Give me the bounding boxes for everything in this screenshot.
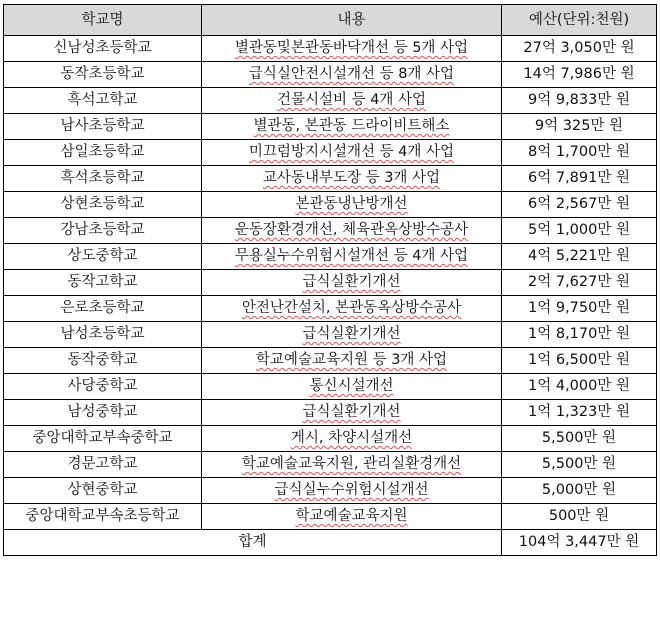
- budget-cell: 1억 6,500만 원: [502, 348, 657, 374]
- table-row: [4, 270, 657, 296]
- school-name-cell: 흑석고학교: [4, 88, 202, 114]
- content-cell: [202, 504, 502, 530]
- content-text: 학교예술교육지원, 관리실환경개선: [241, 456, 462, 472]
- budget-cell: 8억 1,700만 원: [502, 140, 657, 166]
- budget-cell: 27억 3,050만 원: [502, 36, 657, 62]
- table-row: [4, 114, 657, 140]
- table-row: [4, 192, 657, 218]
- table-row: [4, 296, 657, 322]
- content-text: 급식실환기개선: [302, 326, 401, 342]
- school-name-cell: 강남초등학교: [4, 218, 202, 244]
- content-cell: [202, 270, 502, 296]
- budget-cell: 1억 9,750만 원: [502, 296, 657, 322]
- school-name-cell: 중앙대학교부속초등학교: [4, 504, 202, 530]
- content-cell: [202, 166, 502, 192]
- content-cell: [202, 218, 502, 244]
- school-name-cell: 중앙대학교부속중학교: [4, 426, 202, 452]
- content-cell: [202, 400, 502, 426]
- content-cell: [202, 452, 502, 478]
- table-row: [4, 36, 657, 62]
- school-name-cell: 상현초등학교: [4, 192, 202, 218]
- content-cell: [202, 348, 502, 374]
- header-school: 학교명: [4, 5, 202, 36]
- school-name-cell: 남사초등학교: [4, 114, 202, 140]
- table-row: [4, 452, 657, 478]
- content-text: 별관동및본관동바닥개선 등 5개 사업: [234, 40, 469, 56]
- content-text: 별관동, 본관동 드라이비트해소: [253, 118, 450, 134]
- table-row: [4, 140, 657, 166]
- table-header-row: [4, 5, 657, 36]
- table-row: [4, 62, 657, 88]
- table-row: [4, 218, 657, 244]
- content-cell: [202, 192, 502, 218]
- header-content: 내용: [202, 5, 502, 36]
- table-row: [4, 426, 657, 452]
- school-name-cell: 남성중학교: [4, 400, 202, 426]
- content-cell: [202, 296, 502, 322]
- content-cell: [202, 88, 502, 114]
- budget-cell: 9억 325만 원: [502, 114, 657, 140]
- content-cell: [202, 140, 502, 166]
- content-cell: [202, 36, 502, 62]
- school-name-cell: 남성초등학교: [4, 322, 202, 348]
- school-name-cell: 경문고학교: [4, 452, 202, 478]
- table-row: [4, 348, 657, 374]
- table-row: [4, 504, 657, 530]
- table-row: [4, 374, 657, 400]
- school-name-cell: 사당중학교: [4, 374, 202, 400]
- school-name-cell: 동작중학교: [4, 348, 202, 374]
- budget-cell: 9억 9,833만 원: [502, 88, 657, 114]
- budget-cell: 5,000만 원: [502, 478, 657, 504]
- school-name-cell: 신남성초등학교: [4, 36, 202, 62]
- budget-cell: 5,500만 원: [502, 426, 657, 452]
- school-name-cell: 동작초등학교: [4, 62, 202, 88]
- content-cell: [202, 426, 502, 452]
- content-text: 급식실누수위험시설개선: [274, 482, 429, 498]
- content-cell: [202, 114, 502, 140]
- budget-cell: 2억 7,627만 원: [502, 270, 657, 296]
- budget-cell: 5억 1,000만 원: [502, 218, 657, 244]
- content-text: 안전난간설치, 본관동옥상방수공사: [241, 300, 462, 316]
- budget-table: [3, 4, 657, 556]
- school-name-cell: 흑석초등학교: [4, 166, 202, 192]
- content-cell: [202, 322, 502, 348]
- table-row: [4, 166, 657, 192]
- content-text: 본관동냉난방개선: [295, 196, 408, 212]
- content-text: 건물시설비 등 4개 사업: [276, 92, 427, 108]
- table-row: [4, 478, 657, 504]
- budget-cell: 1억 1,323만 원: [502, 400, 657, 426]
- content-text: 급식실환기개선: [302, 274, 401, 290]
- content-cell: [202, 244, 502, 270]
- content-text: 급식실환기개선: [302, 404, 401, 420]
- content-cell: [202, 374, 502, 400]
- school-name-cell: 상도중학교: [4, 244, 202, 270]
- content-text: 교사동내부도장 등 3개 사업: [262, 170, 441, 186]
- budget-cell: 14억 7,986만 원: [502, 62, 657, 88]
- school-name-cell: 은로초등학교: [4, 296, 202, 322]
- content-text: 학교예술교육지원: [295, 508, 408, 524]
- school-name-cell: 상현중학교: [4, 478, 202, 504]
- content-text: 게시, 차양시설개선: [290, 430, 413, 446]
- budget-cell: 5,500만 원: [502, 452, 657, 478]
- total-row: [4, 530, 657, 556]
- table-row: [4, 400, 657, 426]
- table-row: [4, 244, 657, 270]
- school-name-cell: 삼일초등학교: [4, 140, 202, 166]
- content-text: 급식실안전시설개선 등 8개 사업: [248, 66, 455, 82]
- budget-cell: 6억 7,891만 원: [502, 166, 657, 192]
- table-row: [4, 322, 657, 348]
- school-name-cell: 동작고학교: [4, 270, 202, 296]
- budget-cell: 6억 2,567만 원: [502, 192, 657, 218]
- content-text: 운동장환경개선, 체육관옥상방수공사: [234, 222, 469, 238]
- table-body: [4, 36, 657, 530]
- budget-cell: 1억 4,000만 원: [502, 374, 657, 400]
- table-row: [4, 88, 657, 114]
- budget-cell: 4억 5,221만 원: [502, 244, 657, 270]
- content-cell: [202, 478, 502, 504]
- budget-cell: 500만 원: [502, 504, 657, 530]
- total-budget: 104억 3,447만 원: [502, 530, 657, 556]
- budget-table-container: [3, 4, 657, 556]
- content-text: 미끄럼방지시설개선 등 4개 사업: [248, 144, 455, 160]
- content-text: 통신시설개선: [309, 378, 394, 394]
- content-cell: [202, 62, 502, 88]
- budget-cell: 1억 8,170만 원: [502, 322, 657, 348]
- content-text: 무용실누수위험시설개선 등 4개 사업: [234, 248, 469, 264]
- content-text: 학교예술교육지원 등 3개 사업: [255, 352, 448, 368]
- header-budget: 예산(단위:천원): [502, 5, 657, 36]
- total-label: 합계: [4, 530, 502, 556]
